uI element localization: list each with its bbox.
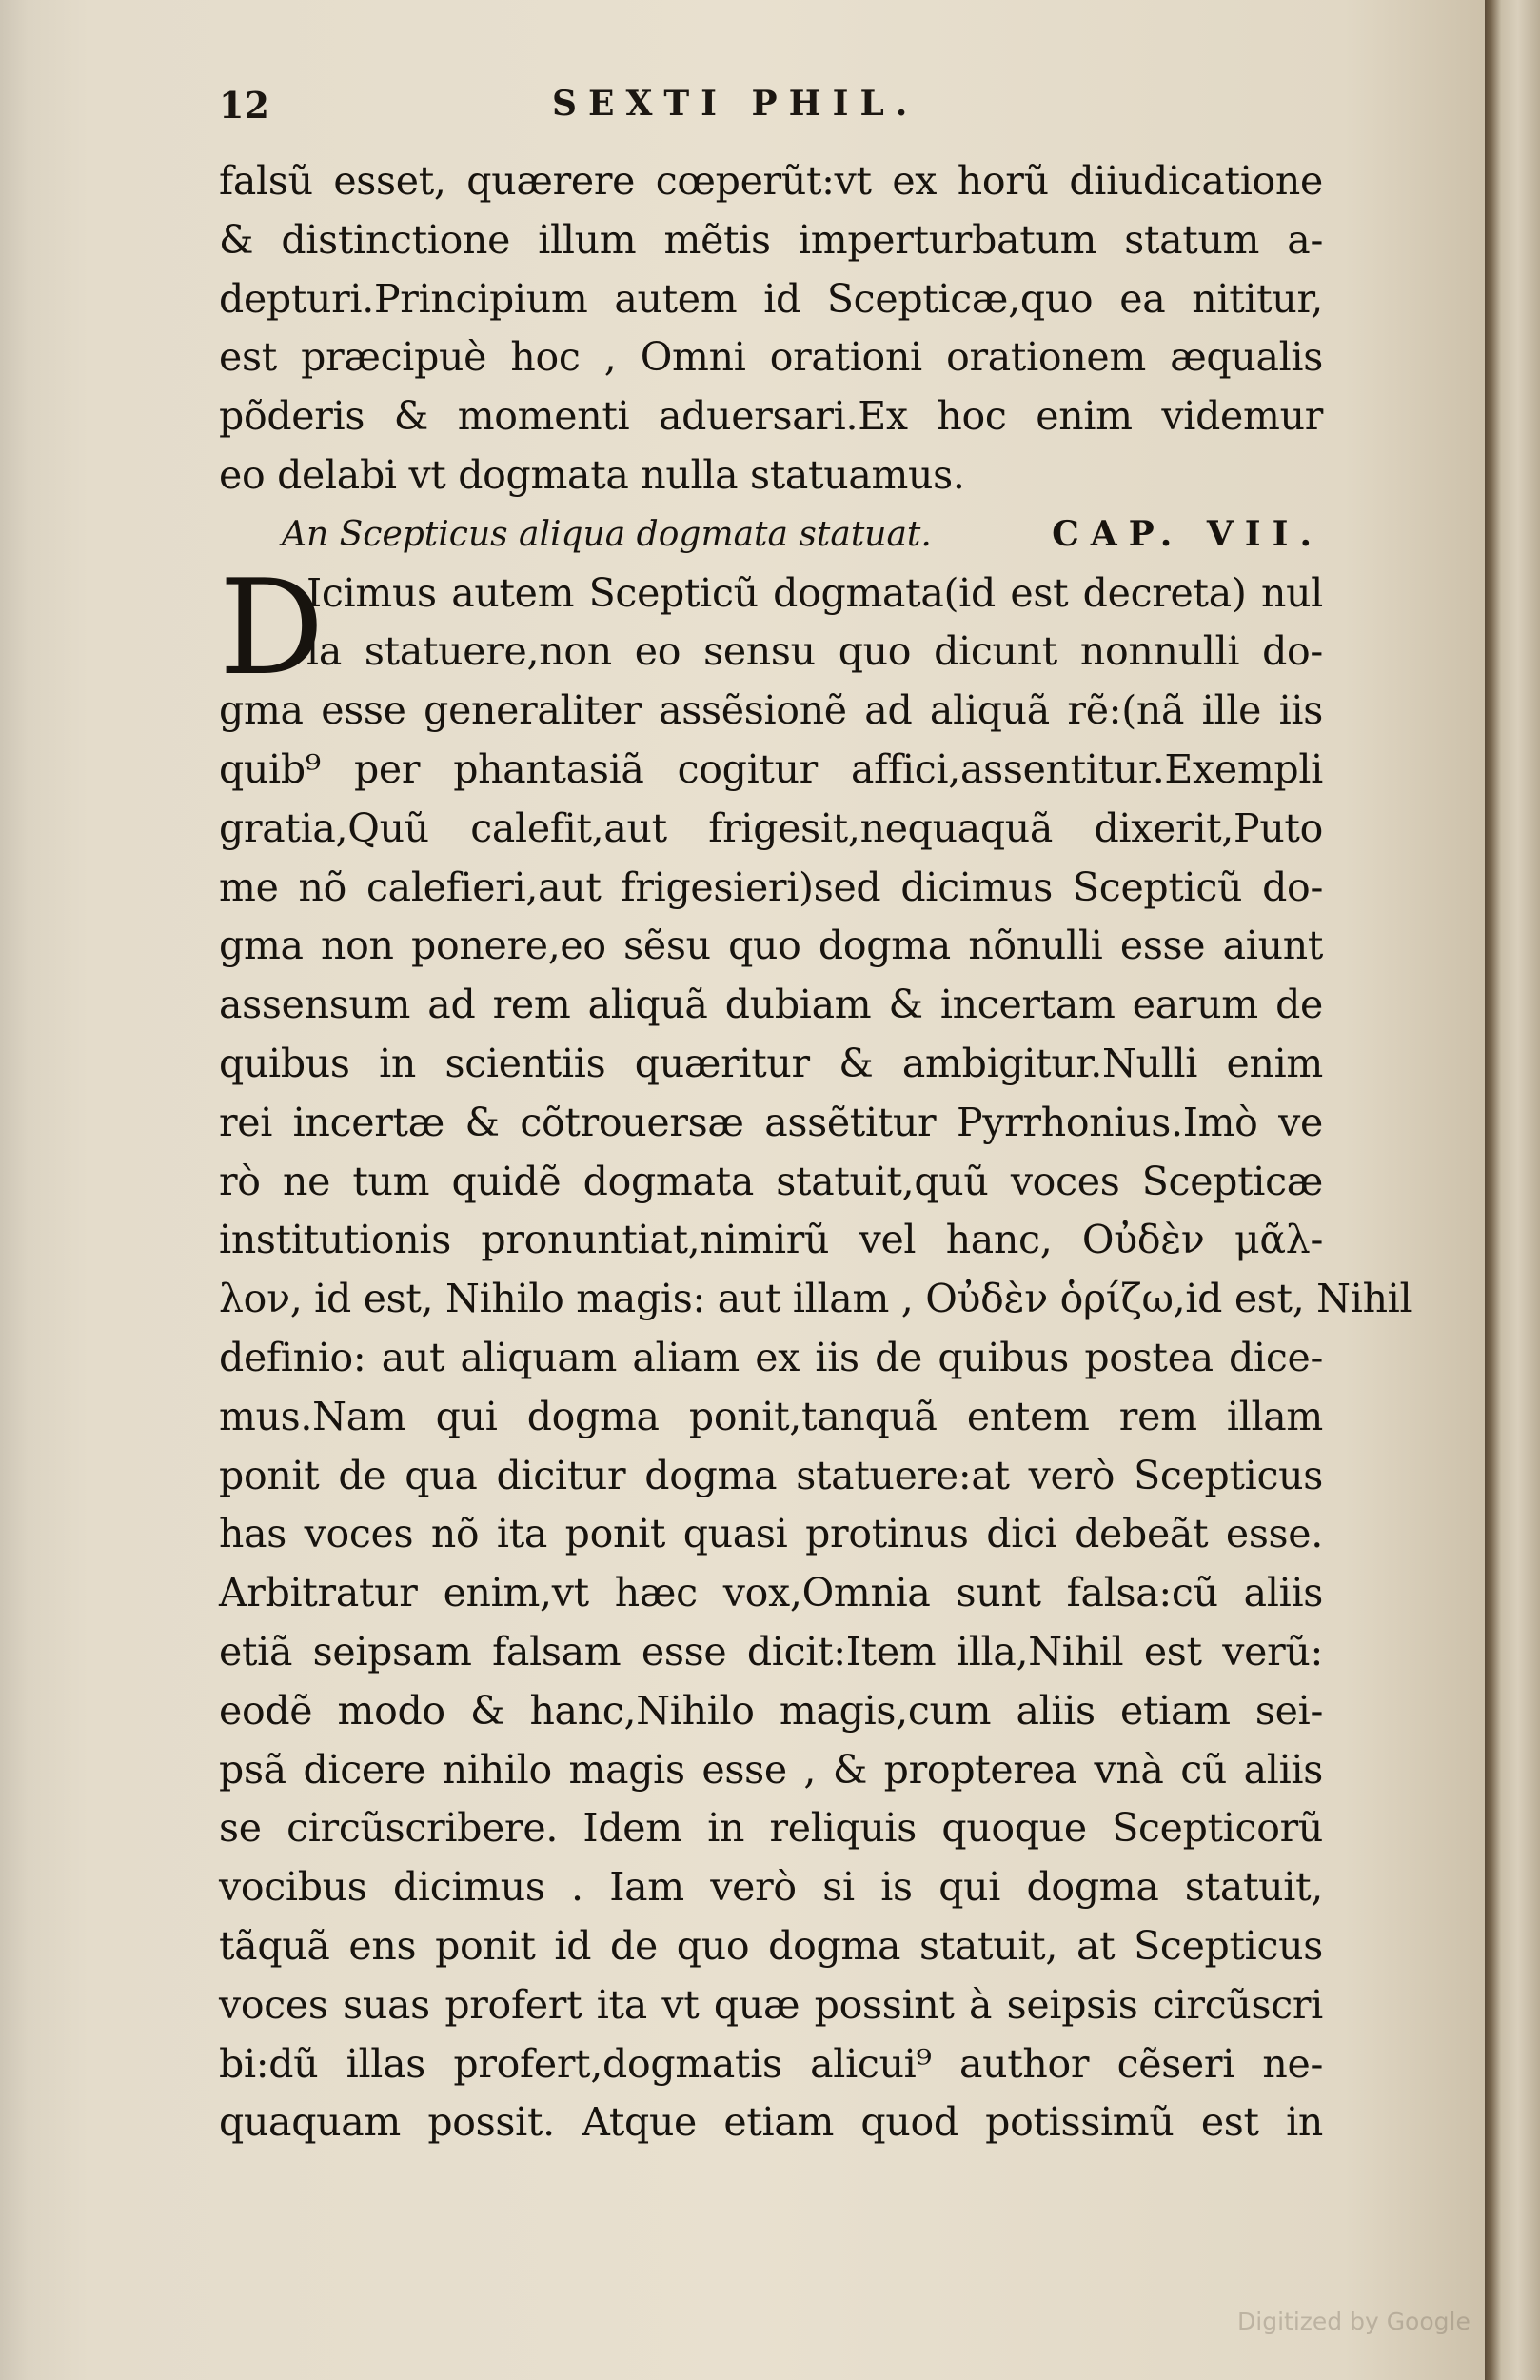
- text-line: tãquã ens ponit id de quo dogma statuit, at Scepticus: [219, 1922, 1323, 1969]
- chapter-heading: [219, 506, 1323, 565]
- text-line: ponit de qua dicitur dogma statuere:at verò Scepticus: [219, 1452, 1323, 1498]
- text-line: eo delabi vt dogmata nulla statuamus.: [219, 451, 965, 498]
- chapter-title: An Scepticus aliqua dogmata statuat.: [282, 514, 932, 554]
- text-line: rò ne tum quidẽ dogmata statuit,quũ voces Scepticæ: [219, 1158, 1323, 1204]
- text-line: vocibus dicimus . Iam verò si is qui dogma statuit,: [219, 1864, 1323, 1911]
- text-line: assensum ad rem aliquã dubiam & incertam earum de: [219, 982, 1323, 1028]
- page-gutter-shadow: [0, 0, 29, 2380]
- page-edge: [1485, 0, 1540, 2380]
- text-line: gratia,Quũ calefit,aut frigesit,nequaquã dixerit,Puto: [219, 804, 1323, 851]
- text-line: se circũscribere. Idem in reliquis quoque Scepticorũ: [219, 1805, 1323, 1852]
- chapter-number: CAP. VII.: [1052, 513, 1323, 554]
- text-line: est præcipuè hoc , Omni orationi orationem æqualis: [219, 334, 1323, 381]
- text-line: quaquam possit. Atque etiam quod potissimũ est in: [219, 2099, 1323, 2146]
- text-line: & distinctione illum mẽtis imperturbatum statum a-: [219, 216, 1323, 263]
- text-line: depturi.Principium autem id Scepticæ,quo ea nititur,: [219, 275, 1323, 322]
- text-line: psã dicere nihilo magis esse , & propterea vnà cũ aliis: [219, 1746, 1323, 1793]
- text-line: põderis & momenti aduersari.Ex hoc enim videmur: [219, 393, 1323, 440]
- text-line: gma esse generaliter assẽsionẽ ad aliquã rẽ:(nã ille iis: [219, 687, 1323, 734]
- main-text: [219, 152, 1412, 2152]
- digitized-watermark: Digitized by Google: [1237, 2308, 1471, 2335]
- text-line: la statuere,non eo sensu quo dicunt nonnulli do-: [306, 628, 1323, 675]
- running-head: [219, 84, 1056, 131]
- text-line: quibus in scientiis quæritur & ambigitur.Nulli enim: [219, 1040, 1323, 1086]
- text-line: rei incertæ & cõtrouersæ assẽtitur Pyrrhonius.Imò ve: [219, 1099, 1323, 1145]
- text-line: has voces nõ ita ponit quasi protinus dici debeãt esse.: [219, 1511, 1323, 1557]
- text-line: definio: aut aliquam aliam ex iis de quibus postea dice-: [219, 1334, 1323, 1380]
- text-line: etiã seipsam falsam esse dicit:Item illa,Nihil est verũ:: [219, 1628, 1323, 1675]
- drop-cap-initial: D: [219, 551, 325, 704]
- text-line: gma non ponere,eo sẽsu quo dogma nõnulli esse aiunt: [219, 922, 1323, 969]
- text-line: bi:dũ illas profert,dogmatis alicui⁹ author cẽseri ne-: [219, 2040, 1323, 2087]
- text-line: Icimus autem Scepticũ dogmata(id est decreta) nul: [306, 569, 1323, 616]
- text-line: mus.Nam qui dogma ponit,tanquã entem rem illam: [219, 1393, 1323, 1439]
- text-line: eodẽ modo & hanc,Nihilo magis,cum aliis etiam sei-: [219, 1687, 1323, 1734]
- text-line: Arbitratur enim,vt hæc vox,Omnia sunt falsa:cũ aliis: [219, 1570, 1323, 1616]
- text-line: quib⁹ per phantasiã cogitur affici,assentitur.Exempli: [219, 745, 1323, 792]
- text-line: voces suas profert ita vt quæ possint à seipsis circũscri: [219, 1981, 1323, 2028]
- running-title: SEXTI PHIL.: [552, 84, 919, 124]
- text-line: me nõ calefieri,aut frigesieri)sed dicimus Scepticũ do-: [219, 863, 1323, 910]
- page-number: 12: [219, 84, 269, 127]
- text-line: λον, id est, Nihilo magis: aut illam , Οὐδὲν ὁρίζω,id est, Nihil: [219, 1276, 1412, 1322]
- text-line: institutionis pronuntiat,nimirũ vel hanc, Οὐδὲν μᾶλ-: [219, 1217, 1323, 1263]
- text-line: falsũ esset, quærere cœperũt:vt ex horũ diiudicatione: [219, 158, 1323, 204]
